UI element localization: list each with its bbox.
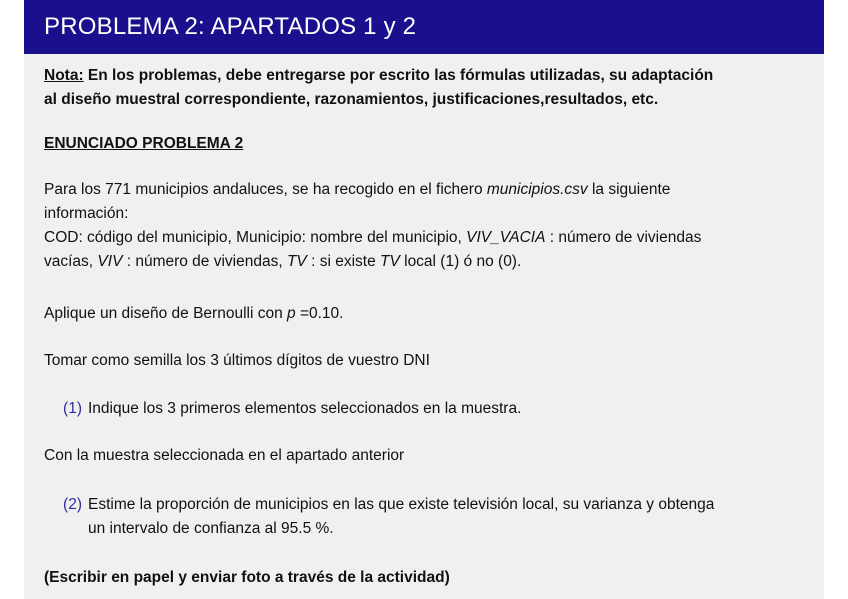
nota-label: Nota: — [44, 67, 84, 84]
paragraph-bernoulli — [44, 302, 814, 326]
item-1-number: (1) — [63, 400, 82, 417]
para1-text-end: la siguiente — [587, 181, 671, 198]
enunciado-heading: ENUNCIADO PROBLEMA 2 — [44, 135, 244, 152]
para2-text-f: local (1) ó no (0). — [399, 253, 522, 270]
paragraph-sample: Con la muestra seleccionada en el apartado anterior — [44, 447, 405, 464]
para2-text-e: : si existe — [306, 253, 380, 270]
para2-text-b: : número de viviendas — [545, 229, 702, 246]
var-viv-vacia: VIV_VACIA — [466, 229, 546, 246]
var-viv: VIV — [97, 253, 123, 270]
paragraph-seed: Tomar como semilla los 3 últimos dígitos de vuestro DNI — [44, 352, 430, 369]
item-2-text-line1: Estime la proporción de municipios en las que existe televisión local, su varianza y obtenga — [88, 496, 715, 513]
para3-text: Aplique un diseño de Bernoulli con — [44, 305, 288, 322]
var-tv-2: TV — [380, 253, 400, 270]
footer-instruction: (Escribir en papel y enviar foto a través de la actividad) — [44, 569, 450, 586]
para1-text: Para los 771 municipios andaluces, se ha recogido en el fichero — [44, 181, 487, 198]
item-2 — [48, 493, 808, 541]
para2-text-d: : número de viviendas, — [122, 253, 287, 270]
file-name: municipios.csv — [486, 181, 588, 198]
nota-text: En los problemas, debe entregarse por escrito las fórmulas utilizadas, su adaptación — [83, 67, 714, 84]
para2-text-c: vacías, — [44, 253, 98, 270]
nota-text-line2: al diseño muestral correspondiente, razonamientos, justificaciones,resultados, etc. — [44, 91, 659, 108]
slide-title: PROBLEMA 2: APARTADOS 1 y 2 — [44, 13, 417, 40]
item-2-number: (2) — [63, 496, 82, 513]
para1-line2: información: — [44, 205, 129, 222]
item-2-text-line2: un intervalo de confianza al 95.5 %. — [88, 520, 334, 537]
para3-value: =0.10. — [295, 305, 344, 322]
nota-paragraph — [44, 64, 814, 112]
item-1 — [48, 397, 808, 421]
title-bar — [24, 0, 824, 54]
paragraph-data-description — [44, 178, 814, 274]
var-p: p — [287, 305, 296, 322]
slide — [24, 0, 824, 599]
item-1-text: Indique los 3 primeros elementos seleccionados en la muestra. — [88, 400, 522, 417]
var-tv: TV — [286, 253, 307, 270]
para2-text-a: COD: código del municipio, Municipio: nombre del municipio, — [44, 229, 467, 246]
